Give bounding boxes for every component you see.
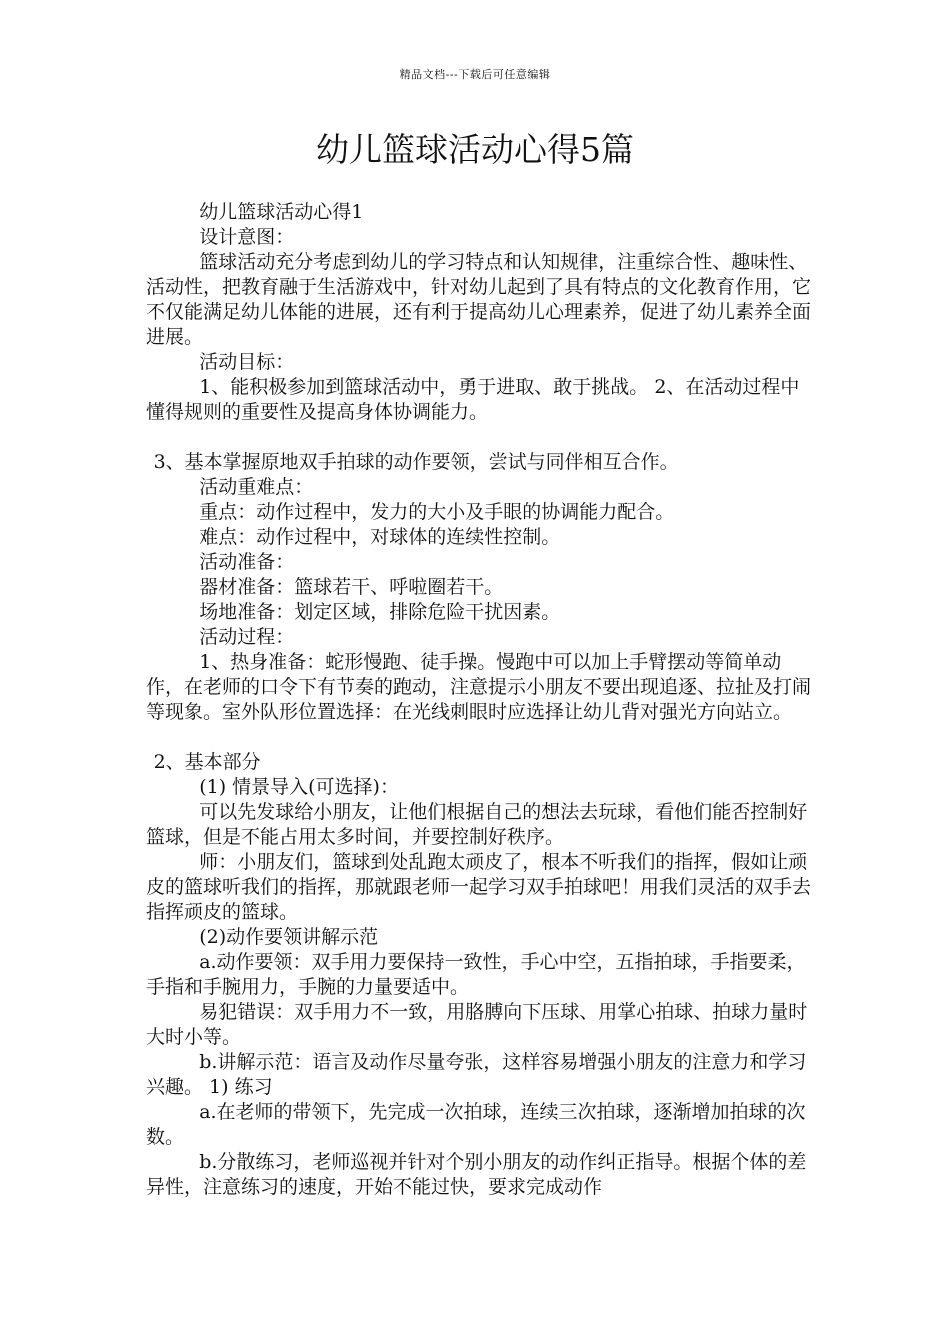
paragraph-goal-label: 活动目标： <box>199 351 295 373</box>
paragraph-heading-1: 幼儿篮球活动心得1 <box>199 201 364 223</box>
paragraph-free-play: 可以先发球给小朋友，让他们根据自己的想法去玩球，看他们能否控制好篮球，但是不能占用太多时间，并要控制好秩序。 <box>146 801 808 848</box>
paragraph-essentials: a.动作要领：双手用力要保持一致性，手心中空，五指拍球，手指要柔，手指和手腕用力，手腕的力量要适中。 <box>146 951 806 998</box>
paragraph-equipment: 器材准备：篮球若干、呼啦圈若干。 <box>199 576 504 598</box>
paragraph-key-point: 重点：动作过程中，发力的大小及手眼的协调能力配合。 <box>199 501 675 523</box>
paragraph-venue: 场地准备：划定区域，排除危险干扰因素。 <box>199 601 561 623</box>
paragraph-design-label: 设计意图： <box>199 226 295 248</box>
paragraph-practice-b: b.分散练习，老师巡视并针对个别小朋友的动作纠正指导。根据个体的差异性，注意练习的速度，开始不能过快，要求完成动作 <box>146 1151 807 1198</box>
paragraph-difficulty-label: 活动重难点： <box>199 476 314 498</box>
paragraph-design-text: 篮球活动充分考虑到幼儿的学习特点和认知规律，注重综合性、趣味性、活动性，把教育融于生活游戏中，针对幼儿起到了具有特点的文化教育作用，它不仅能满足幼儿体能的进展，还有利于提高幼儿心理素养，促进了幼儿素养全面进展。 <box>146 251 812 348</box>
paragraph-basic-part: 2、基本部分 <box>153 751 261 773</box>
paragraph-errors: 易犯错误：双手用力不一致，用胳膊向下压球、用掌心拍球、拍球力量时大时小等。 <box>146 1001 808 1048</box>
paragraph-warmup: 1、热身准备：蛇形慢跑、徒手操。慢跑中可以加上手臂摆动等简单动作，在老师的口令下有节奏的跑动，注意提示小朋友不要出现追逐、拉扯及打闹等现象。室外队形位置选择：在光线刺眼时应选择让幼儿背对强光方向站立。 <box>146 651 812 723</box>
paragraph-scene-intro: (1) 情景导入(可选择)： <box>199 776 399 798</box>
paragraph-teacher-talk: 师：小朋友们，篮球到处乱跑太顽皮了，根本不听我们的指挥，假如让顽皮的篮球听我们的指挥，那就跟老师一起学习双手拍球吧！用我们灵活的双手去指挥顽皮的篮球。 <box>146 851 812 923</box>
paragraph-demo-heading: (2)动作要领讲解示范 <box>199 926 379 948</box>
paragraph-goal-3: 3、基本掌握原地双手拍球的动作要领，尝试与同伴相互合作。 <box>153 451 679 473</box>
paragraph-prep-label: 活动准备： <box>199 551 295 573</box>
paragraph-process-label: 活动过程： <box>199 626 295 648</box>
document-body <box>146 200 818 1200</box>
paragraph-difficult-point: 难点：动作过程中，对球体的连续性控制。 <box>199 526 561 548</box>
paragraph-practice-a: a.在老师的带领下，先完成一次拍球，连续三次拍球，逐渐增加拍球的次数。 <box>146 1101 806 1148</box>
paragraph-goal-1-2: 1、能积极参加到篮球活动中，勇于进取、敢于挑战。 2、在活动过程中懂得规则的重要性及提高身体协调能力。 <box>146 376 800 423</box>
document-title: 幼儿篮球活动心得5篇 <box>316 130 634 169</box>
paragraph-demo: b.讲解示范：语言及动作尽量夸张，这样容易增强小朋友的注意力和学习兴趣。 1) 练习 <box>146 1051 807 1098</box>
page-header: 精品文档---下载后可任意编辑 <box>399 68 551 81</box>
